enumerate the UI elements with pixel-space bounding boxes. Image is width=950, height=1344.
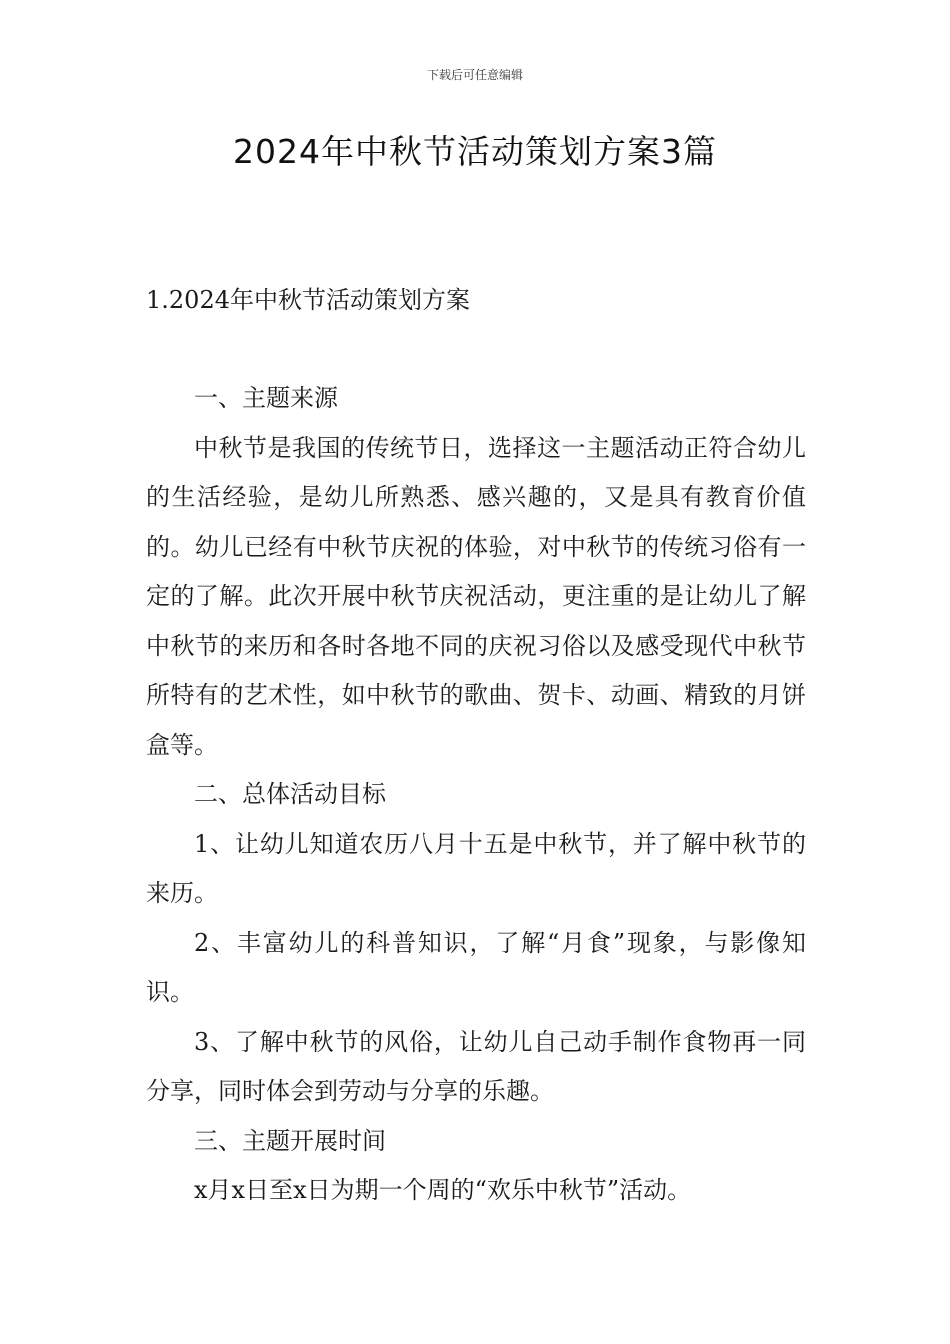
goal-item-1: 1、让幼儿知道农历八月十五是中秋节，并了解中秋节的来历。 — [146, 829, 806, 907]
document-title: 2024年中秋节活动策划方案3篇 — [233, 132, 717, 171]
paragraph-theme-source: 中秋节是我国的传统节日，选择这一主题活动正符合幼儿的生活经验，是幼儿所熟悉、感兴趣的，又是具有教育价值的。幼儿已经有中秋节庆祝的体验，对中秋节的传统习俗有一定的了解。此次开展中秋节庆祝活动，更注重的是让幼儿了解中秋节的来历和各时各地不同的庆祝习俗以及感受现代中秋节所特有的艺术性，如中秋节的歌曲、贺卡、动画、精致的月饼盒等。 — [146, 433, 806, 759]
heading-overall-goals: 二、总体活动目标 — [194, 780, 386, 808]
heading-theme-source: 一、主题来源 — [194, 384, 338, 412]
document-body — [146, 374, 806, 1216]
header-note: 下载后可任意编辑 — [426, 68, 523, 82]
schedule-text: x月x日至x日为期一个周的“欢乐中秋节”活动。 — [194, 1176, 692, 1204]
goal-item-3: 3、了解中秋节的风俗，让幼儿自己动手制作食物再一同分享，同时体会到劳动与分享的乐趣。 — [146, 1027, 806, 1105]
heading-schedule: 三、主题开展时间 — [194, 1126, 386, 1155]
section-title: 1.2024年中秋节活动策划方案 — [146, 286, 470, 314]
goal-item-2: 2、丰富幼儿的科普知识，了解“月食”现象，与影像知识。 — [146, 928, 806, 1006]
